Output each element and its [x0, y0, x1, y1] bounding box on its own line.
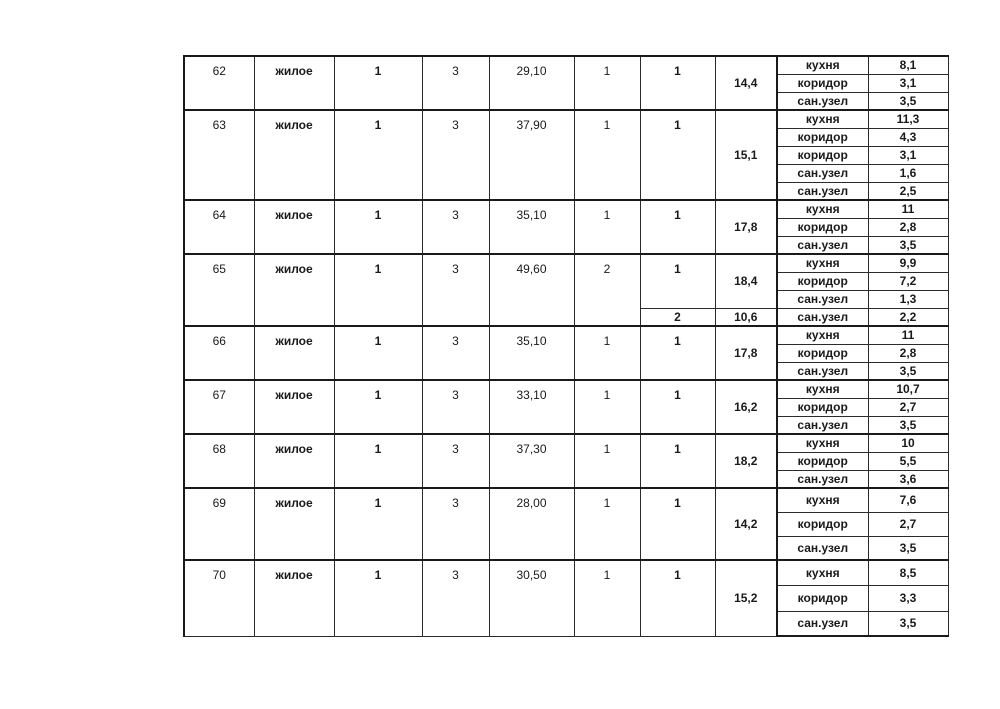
column-4-cell: 3 — [422, 560, 489, 636]
room-count-cell: 1 — [574, 326, 640, 380]
aux-room-name: сан.узел — [777, 290, 868, 308]
living-room-number: 1 — [640, 326, 715, 380]
purpose-cell: жилое — [254, 110, 334, 200]
column-3-cell: 1 — [334, 380, 422, 434]
apartment-number: 70 — [184, 560, 254, 636]
aux-room-area: 8,5 — [868, 560, 948, 585]
living-room-number: 1 — [640, 110, 715, 200]
aux-room-name: коридор — [777, 272, 868, 290]
column-4-cell: 3 — [422, 254, 489, 326]
apartment-table — [183, 55, 949, 637]
living-room-area: 18,4 — [715, 254, 777, 308]
purpose-cell: жилое — [254, 488, 334, 560]
aux-room-area: 3,1 — [868, 146, 948, 164]
room-count-cell: 1 — [574, 110, 640, 200]
aux-room-name: кухня — [777, 110, 868, 128]
aux-room-area: 1,3 — [868, 290, 948, 308]
living-room-area: 15,1 — [715, 110, 777, 200]
aux-room-area: 2,8 — [868, 218, 948, 236]
table-row — [184, 56, 948, 74]
aux-room-name: сан.узел — [777, 182, 868, 200]
aux-room-area: 10 — [868, 434, 948, 452]
living-room-number: 2 — [640, 308, 715, 326]
aux-room-name: коридор — [777, 74, 868, 92]
aux-room-area: 1,6 — [868, 164, 948, 182]
living-room-area: 17,8 — [715, 200, 777, 254]
aux-room-name: сан.узел — [777, 164, 868, 182]
apartment-number: 68 — [184, 434, 254, 488]
aux-room-name: кухня — [777, 56, 868, 74]
aux-room-area: 2,7 — [868, 512, 948, 536]
living-room-area: 14,4 — [715, 56, 777, 110]
apartment-number: 62 — [184, 56, 254, 110]
column-3-cell: 1 — [334, 434, 422, 488]
aux-room-name: коридор — [777, 398, 868, 416]
column-3-cell: 1 — [334, 110, 422, 200]
total-area-cell: 49,60 — [489, 254, 574, 326]
column-4-cell: 3 — [422, 326, 489, 380]
total-area-cell: 33,10 — [489, 380, 574, 434]
purpose-cell: жилое — [254, 326, 334, 380]
aux-room-name: коридор — [777, 146, 868, 164]
room-count-cell: 1 — [574, 488, 640, 560]
table-row — [184, 488, 948, 512]
apartment-number: 63 — [184, 110, 254, 200]
aux-room-area: 7,2 — [868, 272, 948, 290]
total-area-cell: 37,90 — [489, 110, 574, 200]
column-3-cell: 1 — [334, 326, 422, 380]
aux-room-area: 2,8 — [868, 344, 948, 362]
column-3-cell: 1 — [334, 56, 422, 110]
aux-room-area: 3,5 — [868, 416, 948, 434]
column-4-cell: 3 — [422, 110, 489, 200]
aux-room-area: 3,3 — [868, 585, 948, 611]
aux-room-name: сан.узел — [777, 416, 868, 434]
aux-room-area: 3,1 — [868, 74, 948, 92]
purpose-cell: жилое — [254, 200, 334, 254]
aux-room-area: 3,5 — [868, 611, 948, 636]
aux-room-area: 8,1 — [868, 56, 948, 74]
total-area-cell: 35,10 — [489, 200, 574, 254]
aux-room-name: коридор — [777, 344, 868, 362]
room-count-cell: 1 — [574, 560, 640, 636]
purpose-cell: жилое — [254, 380, 334, 434]
apartment-number: 64 — [184, 200, 254, 254]
aux-room-area: 11 — [868, 326, 948, 344]
room-count-cell: 1 — [574, 434, 640, 488]
aux-room-area: 3,5 — [868, 236, 948, 254]
aux-room-name: сан.узел — [777, 308, 868, 326]
living-room-area: 17,8 — [715, 326, 777, 380]
living-room-number: 1 — [640, 560, 715, 636]
column-4-cell: 3 — [422, 56, 489, 110]
aux-room-area: 7,6 — [868, 488, 948, 512]
apartment-number: 65 — [184, 254, 254, 326]
aux-room-name: коридор — [777, 585, 868, 611]
aux-room-name: сан.узел — [777, 362, 868, 380]
table-row — [184, 380, 948, 398]
table-row — [184, 110, 948, 128]
aux-room-area: 3,6 — [868, 470, 948, 488]
aux-room-area: 2,5 — [868, 182, 948, 200]
aux-room-area: 2,2 — [868, 308, 948, 326]
aux-room-area: 11,3 — [868, 110, 948, 128]
aux-room-name: кухня — [777, 488, 868, 512]
total-area-cell: 35,10 — [489, 326, 574, 380]
table-row — [184, 434, 948, 452]
aux-room-name: коридор — [777, 512, 868, 536]
room-count-cell: 2 — [574, 254, 640, 326]
living-room-number: 1 — [640, 488, 715, 560]
aux-room-name: сан.узел — [777, 470, 868, 488]
living-room-area: 15,2 — [715, 560, 777, 636]
apartment-number: 66 — [184, 326, 254, 380]
aux-room-area: 3,5 — [868, 92, 948, 110]
aux-room-name: коридор — [777, 452, 868, 470]
column-4-cell: 3 — [422, 380, 489, 434]
aux-room-name: сан.узел — [777, 536, 868, 560]
living-room-number: 1 — [640, 254, 715, 308]
table-row — [184, 200, 948, 218]
total-area-cell: 30,50 — [489, 560, 574, 636]
aux-room-name: кухня — [777, 560, 868, 585]
aux-room-name: сан.узел — [777, 92, 868, 110]
living-room-number: 1 — [640, 380, 715, 434]
aux-room-area: 3,5 — [868, 362, 948, 380]
aux-room-area: 9,9 — [868, 254, 948, 272]
aux-room-area: 3,5 — [868, 536, 948, 560]
table-row — [184, 254, 948, 272]
purpose-cell: жилое — [254, 560, 334, 636]
aux-room-name: коридор — [777, 128, 868, 146]
apartment-number: 69 — [184, 488, 254, 560]
aux-room-area: 11 — [868, 200, 948, 218]
column-3-cell: 1 — [334, 560, 422, 636]
aux-room-area: 4,3 — [868, 128, 948, 146]
column-4-cell: 3 — [422, 434, 489, 488]
room-count-cell: 1 — [574, 200, 640, 254]
living-room-area: 16,2 — [715, 380, 777, 434]
purpose-cell: жилое — [254, 254, 334, 326]
aux-room-area: 2,7 — [868, 398, 948, 416]
aux-room-name: кухня — [777, 326, 868, 344]
room-count-cell: 1 — [574, 56, 640, 110]
living-room-area: 18,2 — [715, 434, 777, 488]
column-3-cell: 1 — [334, 254, 422, 326]
aux-room-name: коридор — [777, 218, 868, 236]
column-4-cell: 3 — [422, 200, 489, 254]
apartment-number: 67 — [184, 380, 254, 434]
column-3-cell: 1 — [334, 200, 422, 254]
column-3-cell: 1 — [334, 488, 422, 560]
aux-room-area: 10,7 — [868, 380, 948, 398]
aux-room-name: кухня — [777, 200, 868, 218]
aux-room-name: сан.узел — [777, 611, 868, 636]
purpose-cell: жилое — [254, 56, 334, 110]
living-room-number: 1 — [640, 200, 715, 254]
table-row — [184, 560, 948, 585]
living-room-number: 1 — [640, 56, 715, 110]
purpose-cell: жилое — [254, 434, 334, 488]
table-row — [184, 326, 948, 344]
room-count-cell: 1 — [574, 380, 640, 434]
total-area-cell: 29,10 — [489, 56, 574, 110]
aux-room-name: кухня — [777, 254, 868, 272]
living-room-area: 14,2 — [715, 488, 777, 560]
column-4-cell: 3 — [422, 488, 489, 560]
total-area-cell: 28,00 — [489, 488, 574, 560]
living-room-number: 1 — [640, 434, 715, 488]
aux-room-name: сан.узел — [777, 236, 868, 254]
total-area-cell: 37,30 — [489, 434, 574, 488]
aux-room-name: кухня — [777, 380, 868, 398]
living-room-area: 10,6 — [715, 308, 777, 326]
aux-room-area: 5,5 — [868, 452, 948, 470]
aux-room-name: кухня — [777, 434, 868, 452]
